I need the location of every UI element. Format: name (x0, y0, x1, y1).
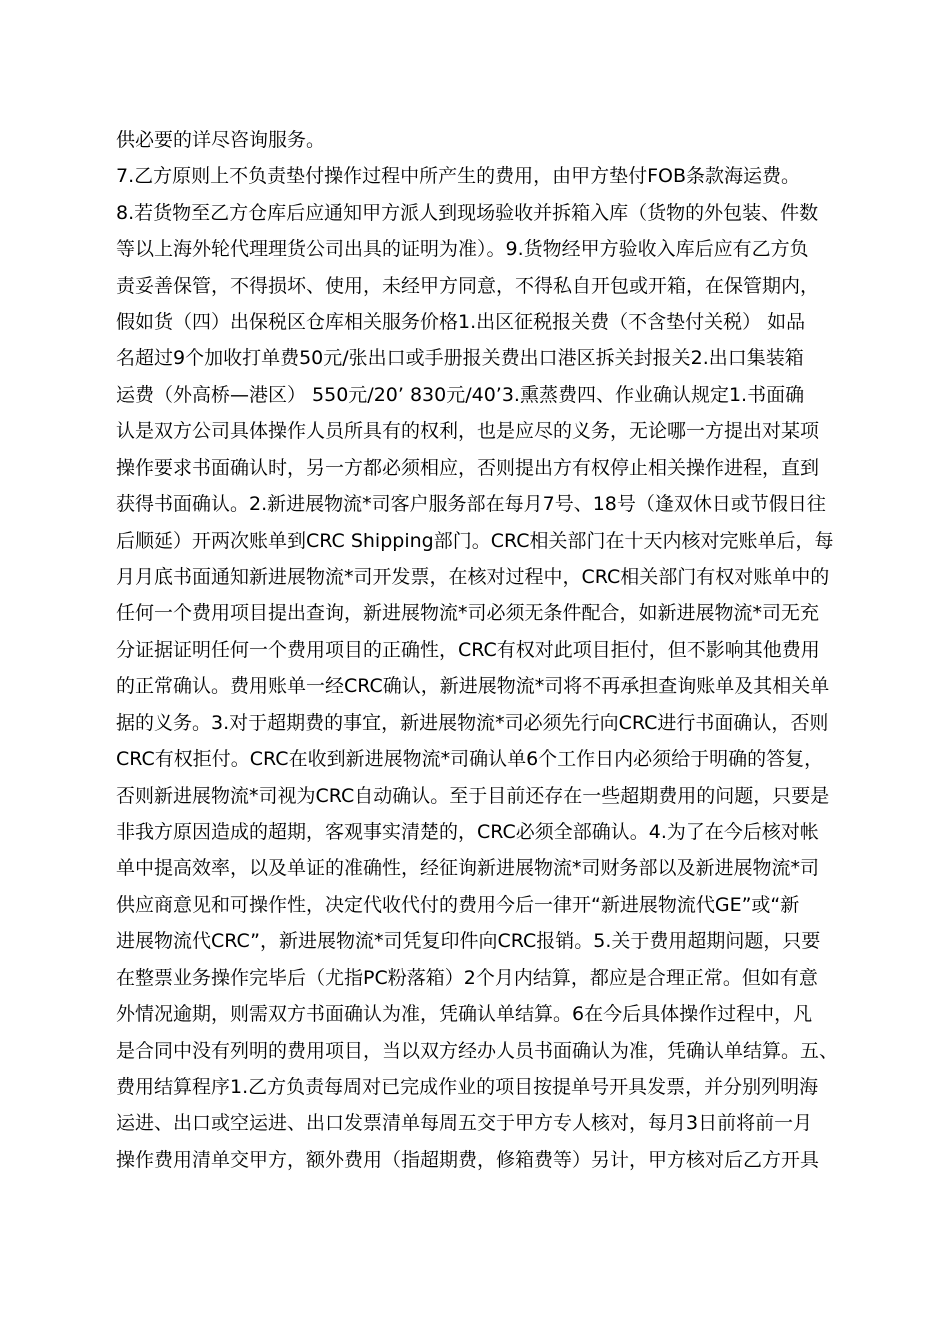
text-line: 后顺延）开两次账单到CRC Shipping部门。CRC相关部门在十天内核对完账单后，每 (116, 530, 834, 552)
text-line: 操作费用清单交甲方，额外费用（指超期费，修箱费等）另计，甲方核对后乙方开具 (116, 1149, 820, 1171)
text-line: 费用结算程序1.乙方负责每周对已完成作业的项目按提单号开具发票，并分别列明海 (116, 1076, 819, 1098)
text-line: 分证据证明任何一个费用项目的正确性，CRC有权对此项目拒付，但不影响其他费用 (116, 639, 820, 661)
text-line: 供必要的详尽咨询服务。 (116, 129, 326, 151)
text-line: 的正常确认。费用账单一经CRC确认，新进展物流*司将不再承担查询账单及其相关单 (116, 675, 830, 697)
text-line: 非我方原因造成的超期，客观事实清楚的，CRC必须全部确认。4.为了在今后核对帐 (116, 821, 819, 843)
text-line: 月月底书面通知新进展物流*司开发票，在核对过程中，CRC相关部门有权对账单中的 (116, 566, 830, 588)
text-line: 是合同中没有列明的费用项目，当以双方经办人员书面确认为准，凭确认单结算。五、 (116, 1040, 839, 1062)
text-line: 运进、出口或空运进、出口发票清单每周五交于甲方专人核对，每月3日前将前一月 (116, 1112, 813, 1134)
text-line: CRC有权拒付。CRC在收到新进展物流*司确认单6个工作日内必须给于明确的答复， (116, 748, 824, 770)
text-line: 任何一个费用项目提出查询，新进展物流*司必须无条件配合，如新进展物流*司无充 (116, 602, 820, 624)
text-line: 单中提高效率，以及单证的准确性，经征询新进展物流*司财务部以及新进展物流*司 (116, 857, 820, 879)
text-line: 7.乙方原则上不负责垫付操作过程中所产生的费用，由甲方垫付FOB条款海运费。 (116, 165, 801, 187)
text-line: 8.若货物至乙方仓库后应通知甲方派人到现场验收并拆箱入库（货物的外包装、件数 (116, 202, 819, 224)
text-line: 假如货（四）出保税区仓库相关服务价格1.出区征税报关费（不含垫付关税） 如品 (116, 311, 806, 333)
text-line: 运费（外高桥—港区） 550元/20’ 830元/40’3.熏蒸费四、作业确认规定1.书面确 (116, 384, 805, 406)
text-line: 在整票业务操作完毕后（尤指PC粉落箱）2个月内结算，都应是合理正常。但如有意 (116, 967, 818, 989)
text-line: 据的义务。3.对于超期费的事宜，新进展物流*司必须先行向CRC进行书面确认，否则 (116, 712, 829, 734)
text-line: 供应商意见和可操作性，决定代收代付的费用今后一律开“新进展物流代GE”或“新 (116, 894, 800, 916)
text-line: 操作要求书面确认时，另一方都必须相应，否则提出方有权停止相关操作进程，直到 (116, 457, 820, 479)
text-line: 认是双方公司具体操作人员所具有的权利，也是应尽的义务，无论哪一方提出对某项 (116, 420, 820, 442)
text-line: 等以上海外轮代理理货公司出具的证明为准）。9.货物经甲方验收入库后应有乙方负 (116, 238, 809, 260)
text-line: 进展物流代CRC”，新进展物流*司凭复印件向CRC报销。5.关于费用超期问题，只要 (116, 930, 821, 952)
text-line: 责妥善保管，不得损坏、使用，未经甲方同意，不得私自开包或开箱，在保管期内， (116, 275, 820, 297)
text-line: 外情况逾期，则需双方书面确认为准，凭确认单结算。6在今后具体操作过程中，凡 (116, 1003, 813, 1025)
text-line: 否则新进展物流*司视为CRC自动确认。至于目前还存在一些超期费用的问题，只要是 (116, 785, 830, 807)
text-line: 获得书面确认。2.新进展物流*司客户服务部在每月7号、18号（逢双休日或节假日往 (116, 493, 826, 515)
text-line: 名超过9个加收打单费50元/张出口或手册报关费出口港区拆关封报关2.出口集装箱 (116, 347, 804, 369)
